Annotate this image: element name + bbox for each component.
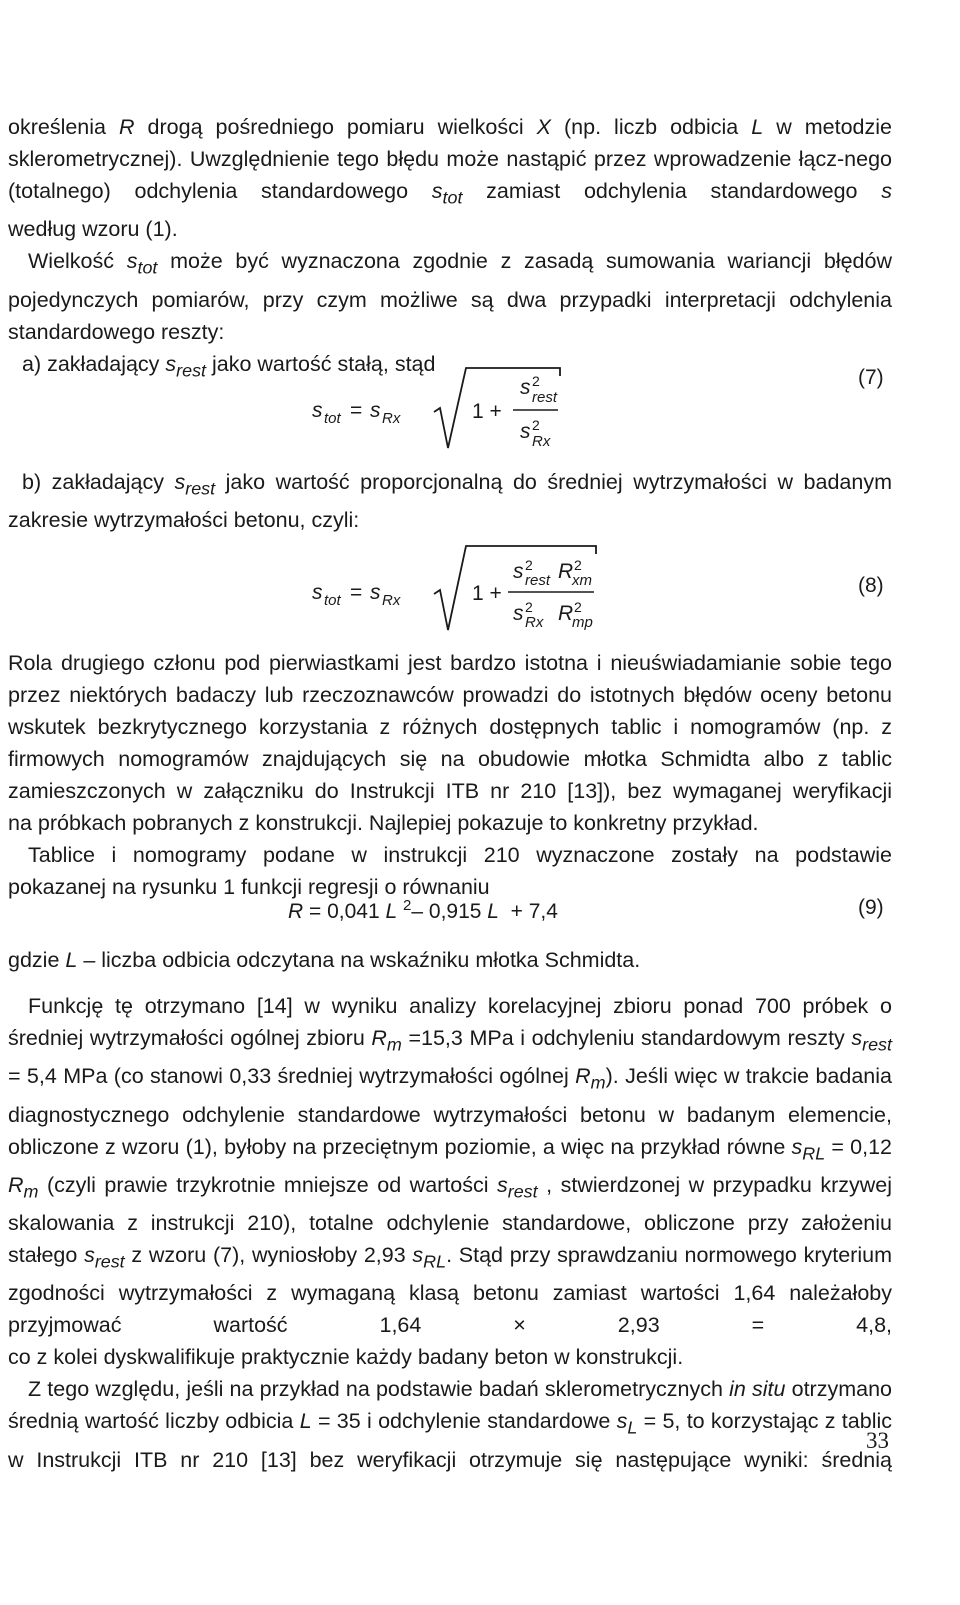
svg-text:2: 2	[574, 557, 582, 573]
paragraph-7: gdzie L – liczba odbicia odczytana na wskaźniku młotka Schmidta.	[8, 948, 641, 972]
svg-text:s: s	[520, 376, 531, 399]
svg-text:2: 2	[532, 417, 540, 433]
svg-text:s: s	[370, 581, 381, 604]
svg-text:2: 2	[532, 373, 540, 389]
svg-text:s: s	[312, 399, 323, 422]
svg-text:=: =	[350, 399, 363, 422]
svg-text:xm: xm	[572, 572, 592, 589]
svg-text:rest: rest	[525, 572, 551, 589]
paragraph-3: a) zakładający $s_{rest}$ jako wartość stałą, stąd	[22, 351, 436, 380]
svg-text:2: 2	[525, 557, 533, 573]
svg-text:2: 2	[574, 599, 582, 615]
text-block-b	[8, 466, 892, 536]
text-block-top	[8, 111, 892, 386]
paragraph-5: Rola drugiego członu pod pierwiastkami jest bardzo istotna i nieuświadamianie sobie tego przez niektórych badaczy lub rzeczoznawców prowadzi do istotnych błędów oceny betonu wskutek bezkrytycznego korzystania z różnych dostępnych tablic i nomogramów (np. z firmowych nomogramów znajdujących się na obudowie młotka Schmidta albo z tablic zamieszczonych w załączniku do Instrukcji ITB nr 210 [13]), bez wymaganej weryfikacji	[8, 651, 892, 803]
svg-text:Rx: Rx	[525, 614, 544, 631]
equation-7-label: (7)	[858, 366, 884, 389]
svg-text:rest: rest	[532, 389, 558, 406]
svg-text:mp: mp	[572, 614, 593, 631]
paragraph-4-end: zakresie wytrzymałości betonu, czyli:	[8, 508, 360, 533]
paragraph-1: określenia R drogą pośredniego pomiaru wielkości X (np. liczb odbicia L w metodzie sklerometrycznej). Uwzględnienie tego błędu może nastąpić przez wprowadzenie łącz-nego (totalnego) odchylenia standardowego $s_{tot}$ zamiast odchylenia standardowego s	[8, 115, 892, 208]
equation-8	[308, 540, 608, 646]
svg-text:R: R	[558, 602, 574, 625]
svg-text:tot: tot	[324, 410, 341, 427]
paragraph-9: Z tego względu, jeśli na przykład na podstawie badań sklerometrycznych in situ otrzymano średnią wartość liczby odbicia L = 35 i odchylenie standardowe $s_L = 5$, to korzystając z tablic w Instrukcji ITB nr 210 [13] bez weryfikacji otrzymuje się następujące wyniki: średnią	[8, 1377, 893, 1472]
equation-7	[308, 360, 588, 466]
svg-text:s: s	[520, 420, 531, 443]
svg-text:1 +: 1 +	[472, 400, 502, 423]
paragraph-8-end: co z kolei dyskwalifikuje praktycznie każdy badany beton w konstrukcji.	[8, 1345, 684, 1370]
svg-text:1 +: 1 +	[472, 582, 502, 605]
svg-text:Rx: Rx	[382, 410, 401, 427]
svg-text:Rx: Rx	[382, 592, 401, 609]
svg-text:s: s	[370, 399, 381, 422]
text-block-bottom	[8, 944, 892, 1476]
svg-text:2: 2	[525, 599, 533, 615]
svg-text:s: s	[513, 602, 524, 625]
paragraph-6-end: pokazanej na rysunku 1 funkcji regresji o równaniu	[8, 875, 490, 899]
equation-9-label: (9)	[858, 896, 884, 919]
svg-text:s: s	[513, 560, 524, 583]
paragraph-8: Funkcję tę otrzymano [14] w wyniku analizy korelacyjnej zbioru ponad 700 próbek o średniej wytrzymałości ogólnej zbioru $R_m =15,3$ MPa i odchyleniu standardowym reszty $s_{rest} = 5,4$ MPa (co stanowi 0,33 średniej wytrzymałości ogólnej $R_m$). Jeśli więc w trakcie badania diagnostycznego odchylenie standardowe wytrzymałości betonu w badanym elemencie, obliczone z wzoru (1), byłoby na przeciętnym poziomie, a więc na przykład równe $s_{RL} = 0,12$ $R_m$ (czyli prawie trzykrotnie mniejsze od wartości $s_{rest}$ , stwierdzonej w przypadku krzywej skalowania z instrukcji 210), totalne odchylenie standardowe, obliczone przy założeniu stałego $s_{rest}$ z wzoru (7), wyniosłoby 2,93 $s_{RL}$. Stąd przy sprawdzaniu normowego kryterium zgodności wytrzymałości z wymaganą klasą betonu zamiast wartości 1,64 należałoby przyjmować wartość 1,64 × 2,93 = 4,8,	[8, 994, 892, 1338]
svg-text:Rx: Rx	[532, 433, 551, 450]
svg-text:tot: tot	[324, 592, 341, 609]
svg-text:=: =	[350, 581, 363, 604]
svg-text:R: R	[558, 560, 574, 583]
text-block-middle	[8, 647, 892, 903]
equation-8-label: (8)	[858, 574, 884, 597]
paragraph-2-end: standardowego reszty:	[8, 319, 225, 344]
paragraph-1-end: według wzoru (1).	[8, 217, 178, 242]
svg-text:s: s	[312, 581, 323, 604]
paragraph-6: Tablice i nomogramy podane w instrukcji 210 wyznaczone zostały na podstawie	[28, 843, 892, 867]
paragraph-5-end: na próbkach pobranych z konstrukcji. Najlepiej pokazuje to konkretny przykład.	[8, 811, 759, 835]
paragraph-2: Wielkość $s_{tot}$ może być wyznaczona zgodnie z zasadą sumowania wariancji błędów pojedynczych pomiarów, przy czym możliwe są dwa przypadki interpretacji odchylenia	[8, 249, 892, 312]
page-number: 33	[866, 1428, 889, 1453]
equation-9: R = 0,041 L $^2$– 0,915 L + 7,4	[288, 897, 558, 923]
paragraph-4: b) zakładający $s_{rest}$ jako wartość proporcjonalną do średniej wytrzymałości w badanym	[22, 470, 892, 499]
